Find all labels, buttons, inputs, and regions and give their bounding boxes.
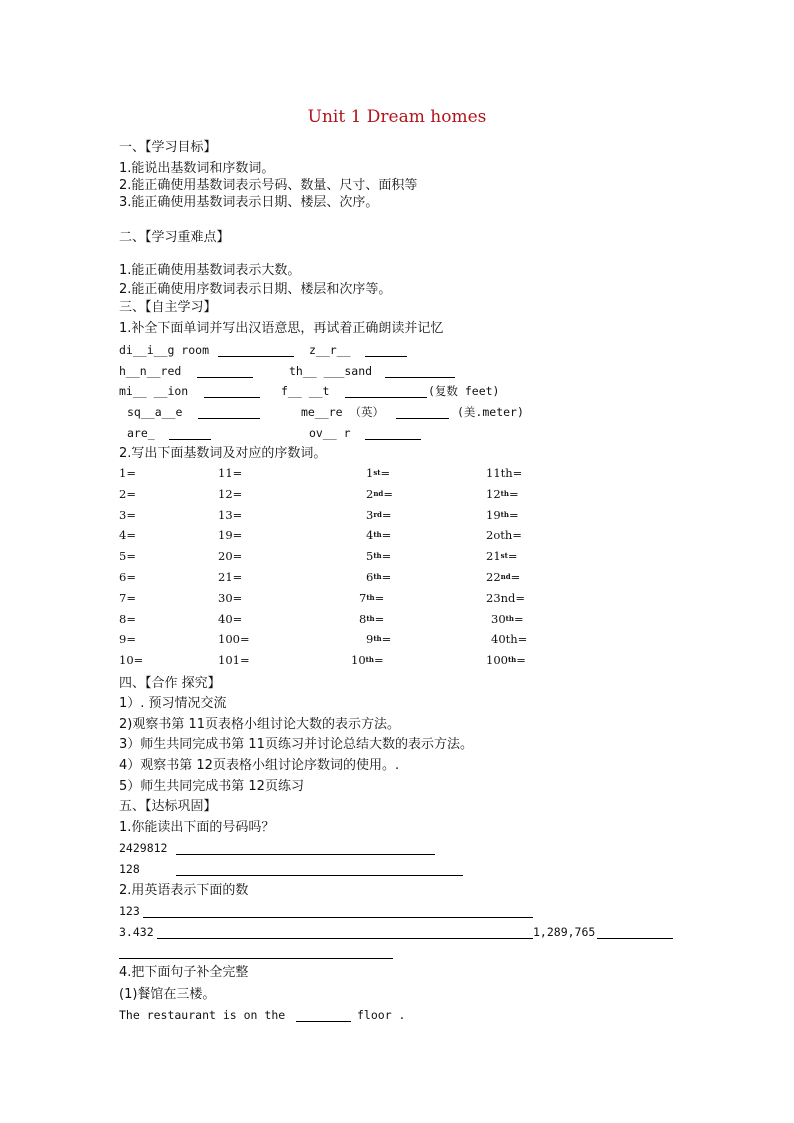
cardinal-item: 9= bbox=[119, 632, 136, 646]
cardinal-item: 40= bbox=[218, 612, 243, 626]
cardinal-item: 10= bbox=[119, 653, 144, 667]
number-123: 123 bbox=[119, 904, 140, 918]
answer-line bbox=[597, 938, 673, 939]
ordinal-number: 4 bbox=[366, 528, 374, 542]
equals-sign: = bbox=[381, 528, 392, 542]
exercise-4-instruction: 4.把下面句子补全完整 bbox=[119, 965, 249, 980]
sentence-1-chinese: (1)餐馆在三楼。 bbox=[119, 987, 216, 1002]
ordinal-number: 3 bbox=[366, 508, 374, 522]
objective-1: 1.能说出基数词和序数词。 bbox=[119, 161, 275, 176]
ordinal-suffix: th bbox=[373, 551, 382, 560]
ordinal-suffix: th bbox=[505, 614, 514, 623]
word-item-note: (复数 feet) bbox=[428, 384, 500, 398]
cardinal-item: 11= bbox=[218, 466, 243, 480]
ordinal-item bbox=[486, 655, 526, 667]
answer-line bbox=[176, 854, 435, 855]
ordinal-item bbox=[359, 593, 384, 605]
ordinal-number: 30 bbox=[491, 612, 506, 626]
ordinal-suffix: th bbox=[500, 510, 509, 519]
ordinal-item bbox=[366, 530, 391, 542]
word-item: z__r__ bbox=[309, 343, 351, 357]
ordinal-number: 12 bbox=[486, 487, 501, 501]
equals-sign: = bbox=[374, 612, 385, 626]
equals-sign: = bbox=[380, 466, 391, 480]
ordinal-suffix: th bbox=[373, 634, 382, 643]
ordinal-suffix: th bbox=[373, 572, 382, 581]
number-128: 128 bbox=[119, 862, 140, 876]
ordinal-item bbox=[486, 468, 522, 480]
activity-1: 1）. 预习情况交流 bbox=[119, 696, 227, 711]
word-item: mi__ __ion bbox=[119, 384, 189, 398]
ordinal-item bbox=[486, 551, 517, 563]
ordinal-number: 23nd= bbox=[486, 591, 526, 605]
equals-sign: = bbox=[374, 591, 385, 605]
exercise-1-instruction: 1.你能读出下面的号码吗？ bbox=[119, 820, 275, 835]
answer-line bbox=[157, 938, 533, 939]
answer-line bbox=[176, 875, 463, 876]
answer-line bbox=[169, 439, 211, 440]
ordinal-item bbox=[486, 530, 522, 542]
equals-sign: = bbox=[381, 508, 392, 522]
answer-line bbox=[396, 418, 449, 419]
answer-line bbox=[119, 958, 393, 959]
equals-sign: = bbox=[508, 487, 519, 501]
ordinal-suffix: nd bbox=[373, 489, 384, 498]
activity-5: 5）师生共同完成书第 12页练习 bbox=[119, 779, 304, 794]
ordinal-suffix: th bbox=[500, 489, 509, 498]
ordinal-number: 10 bbox=[351, 653, 366, 667]
ordinal-item bbox=[366, 468, 390, 480]
number-1289765: 1,289,765 bbox=[533, 925, 596, 939]
ordinal-suffix: rd bbox=[373, 510, 382, 519]
cardinal-item: 100= bbox=[218, 632, 250, 646]
ordinal-number: 19 bbox=[486, 508, 501, 522]
cardinal-item: 4= bbox=[119, 528, 136, 542]
sentence-1-part-a: The restaurant is on the bbox=[119, 1008, 286, 1022]
ordinal-number: 1 bbox=[366, 466, 374, 480]
ordinal-item bbox=[366, 634, 391, 646]
word-item: f__ __t bbox=[281, 384, 330, 398]
equals-sign: = bbox=[373, 653, 384, 667]
word-item: di__i__g room bbox=[119, 343, 210, 357]
exercise-2-instruction: 2.用英语表示下面的数 bbox=[119, 883, 249, 898]
equals-sign: = bbox=[507, 549, 518, 563]
task-1-instruction: 1.补全下面单词并写出汉语意思，再试着正确朗读并记忆 bbox=[119, 321, 444, 336]
activity-4: 4）观察书第 12页表格小组讨论序数词的使用。. bbox=[119, 758, 400, 773]
cardinal-item: 2= bbox=[119, 487, 136, 501]
cardinal-item: 7= bbox=[119, 591, 136, 605]
section-1-heading: 一、【学习目标】 bbox=[119, 140, 217, 155]
ordinal-number: 8 bbox=[359, 612, 367, 626]
cardinal-item: 13= bbox=[218, 508, 243, 522]
ordinal-suffix: nd bbox=[500, 572, 511, 581]
answer-line bbox=[204, 397, 260, 398]
ordinal-number: 9 bbox=[366, 632, 374, 646]
ordinal-item bbox=[351, 655, 384, 667]
ordinal-item bbox=[491, 614, 524, 626]
sentence-1-part-b: floor . bbox=[357, 1008, 406, 1022]
equals-sign: = bbox=[510, 570, 521, 584]
word-item: are_ bbox=[127, 426, 155, 440]
page-title: Unit 1 Dream homes bbox=[307, 107, 487, 127]
ordinal-number: 7 bbox=[359, 591, 367, 605]
ordinal-number: 5 bbox=[366, 549, 374, 563]
answer-line bbox=[197, 377, 253, 378]
word-item: sq__a__e bbox=[127, 405, 183, 419]
equals-sign: = bbox=[381, 549, 392, 563]
answer-line bbox=[143, 917, 533, 918]
objective-3: 3.能正确使用基数词表示日期、楼层、次序。 bbox=[119, 195, 379, 210]
answer-line bbox=[296, 1021, 351, 1022]
word-item: me__re （英） bbox=[301, 405, 384, 419]
cardinal-item: 3= bbox=[119, 508, 136, 522]
activity-3: 3）师生共同完成书第 11页练习并讨论总结大数的表示方法。 bbox=[119, 737, 473, 752]
equals-sign: = bbox=[383, 487, 393, 501]
cardinal-item: 19= bbox=[218, 528, 243, 542]
objective-2: 2.能正确使用基数词表示号码、数量、尺寸、面积等 bbox=[119, 178, 418, 193]
ordinal-suffix: th bbox=[373, 530, 382, 539]
ordinal-number: 100 bbox=[486, 653, 508, 667]
answer-line bbox=[385, 377, 455, 378]
ordinal-item bbox=[366, 510, 392, 522]
ordinal-number: 21 bbox=[486, 549, 501, 563]
ordinal-number: 22 bbox=[486, 570, 501, 584]
word-item-note: (美.meter) bbox=[457, 405, 524, 419]
ordinal-number: 2oth= bbox=[486, 528, 522, 542]
cardinal-item: 8= bbox=[119, 612, 136, 626]
cardinal-item: 12= bbox=[218, 487, 243, 501]
ordinal-number: 40th= bbox=[491, 632, 528, 646]
word-item: ov__ r bbox=[309, 426, 351, 440]
cardinal-item: 21= bbox=[218, 570, 243, 584]
equals-sign: = bbox=[381, 632, 392, 646]
key-point-2: 2.能正确使用序数词表示日期、楼层和次序等。 bbox=[119, 282, 392, 297]
ordinal-item bbox=[366, 551, 391, 563]
equals-sign: = bbox=[516, 653, 526, 667]
answer-line bbox=[198, 418, 260, 419]
ordinal-item bbox=[486, 593, 525, 605]
cardinal-item: 6= bbox=[119, 570, 136, 584]
cardinal-item: 30= bbox=[218, 591, 243, 605]
ordinal-item bbox=[366, 572, 391, 584]
equals-sign: = bbox=[381, 570, 392, 584]
number-3-432: 3.432 bbox=[119, 925, 154, 939]
key-point-1: 1.能正确使用基数词表示大数。 bbox=[119, 263, 301, 278]
ordinal-suffix: th bbox=[507, 655, 517, 664]
task-2-instruction: 2.写出下面基数词及对应的序数词。 bbox=[119, 446, 327, 461]
cardinal-item: 101= bbox=[218, 653, 250, 667]
cardinal-item: 5= bbox=[119, 549, 136, 563]
activity-2: 2)观察书第 11页表格小组讨论大数的表示方法。 bbox=[119, 717, 401, 732]
cardinal-item: 1= bbox=[119, 466, 136, 480]
ordinal-item bbox=[491, 634, 527, 646]
answer-line bbox=[218, 356, 294, 357]
ordinal-suffix: st bbox=[500, 551, 508, 560]
cardinal-item: 20= bbox=[218, 549, 243, 563]
ordinal-suffix: th bbox=[366, 614, 375, 623]
section-4-heading: 四、【合作 探究】 bbox=[119, 676, 221, 691]
ordinal-number: 11th= bbox=[486, 466, 523, 480]
section-2-heading: 二、【学习重难点】 bbox=[119, 230, 230, 245]
ordinal-item bbox=[359, 614, 384, 626]
ordinal-item bbox=[486, 510, 519, 522]
ordinal-suffix: th bbox=[365, 655, 374, 664]
answer-line bbox=[365, 439, 421, 440]
ordinal-item bbox=[366, 489, 393, 501]
section-3-heading: 三、【自主学习】 bbox=[119, 300, 217, 315]
section-5-heading: 五、【达标巩固】 bbox=[119, 799, 217, 814]
ordinal-item bbox=[486, 489, 519, 501]
ordinal-item bbox=[486, 572, 520, 584]
word-item: th__ ___sand bbox=[289, 364, 373, 378]
equals-sign: = bbox=[513, 612, 524, 626]
word-item: h__n__red bbox=[119, 364, 182, 378]
equals-sign: = bbox=[508, 508, 519, 522]
ordinal-number: 6 bbox=[366, 570, 374, 584]
ordinal-suffix: st bbox=[373, 468, 381, 477]
ordinal-suffix: th bbox=[366, 593, 375, 602]
ordinal-number: 2 bbox=[366, 487, 374, 501]
answer-line bbox=[345, 397, 427, 398]
number-2429812: 2429812 bbox=[119, 841, 168, 855]
answer-line bbox=[365, 356, 407, 357]
